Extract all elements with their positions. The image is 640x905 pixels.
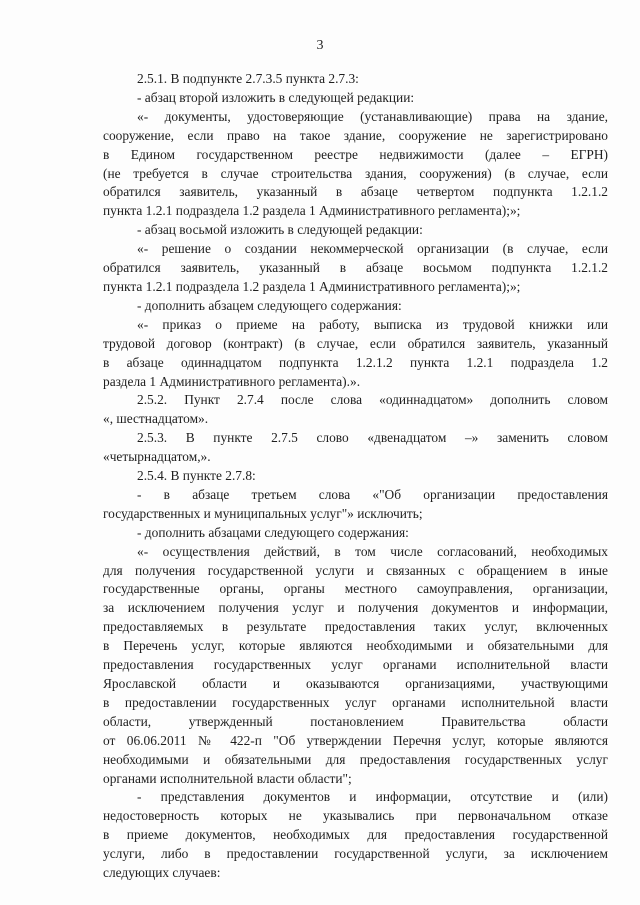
text-line: 2.5.4. В пункте 2.7.8: — [137, 468, 256, 484]
text-line: необходимыми и обязательными для предоставления государственных услуг — [103, 751, 608, 767]
text-line: 2.5.2. Пункт 2.7.4 после слова «одиннадцатом» дополнить словом — [137, 392, 608, 408]
text-line: обратился заявитель, указанный в абзаце восьмом подпункта 1.2.1.2 — [103, 260, 608, 276]
text-line: предоставления государственных услуг органами исполнительной власти — [103, 657, 608, 673]
text-line: для получения государственной услуги и связанных с обращением в иные — [103, 562, 608, 578]
text-line: «- приказ о приеме на работу, выписка из трудовой книжки или — [137, 316, 608, 332]
text-line: предоставляемых в результате предоставления таких услуг, включенных — [103, 619, 608, 635]
text-line: «- решение о создании некоммерческой организации (в случае, если — [137, 241, 608, 257]
text-line: раздела 1 Административного регламента).». — [103, 373, 361, 389]
text-line: 2.5.3. В пункте 2.7.5 слово «двенадцатом –» заменить словом — [137, 430, 608, 446]
text-line: обратился заявитель, указанный в абзаце четвертом подпункта 1.2.1.2 — [103, 184, 608, 200]
text-line: «- документы, удостоверяющие (устанавливающие) права на здание, — [137, 108, 608, 124]
text-line: сооружение, если право на такое здание, сооружение не зарегистрировано — [103, 127, 608, 143]
text-line: за исключением получения услуг и получения документов и информации, — [103, 600, 608, 616]
text-line: трудовой договор (контракт) (в случае, если обратился заявитель, указанный — [103, 335, 608, 351]
text-line: - абзац восьмой изложить в следующей редакции: — [137, 222, 423, 238]
text-line: услуги, либо в предоставлении государственной услуги, за исключением — [103, 846, 608, 862]
text-line: - дополнить абзацем следующего содержания: — [137, 297, 402, 313]
text-line: в абзаце одиннадцатом подпункта 1.2.1.2 пункта 1.2.1 подраздела 1.2 — [103, 354, 608, 370]
text-line: органами исполнительной власти области"; — [103, 770, 352, 786]
text-line: области, утвержденный постановлением Правительства области — [103, 713, 608, 729]
text-line: «- осуществления действий, в том числе согласований, необходимых — [137, 543, 608, 559]
text-line: в Перечень услуг, которые являются необходимыми и обязательными для — [103, 638, 608, 654]
text-line: «четырнадцатом,». — [103, 449, 211, 465]
text-line: государственных и муниципальных услуг"» исключить; — [103, 505, 423, 521]
text-line: государственные органы, органы местного самоуправления, организации, — [103, 581, 608, 597]
text-line: - абзац второй изложить в следующей редакции: — [137, 89, 415, 105]
text-line: пункта 1.2.1 подраздела 1.2 раздела 1 Административного регламента);»; — [103, 278, 521, 294]
text-line: 2.5.1. В подпункте 2.7.3.5 пункта 2.7.3: — [137, 71, 359, 86]
text-line: (не требуется в случае строительства здания, сооружения) (в случае, если — [103, 165, 608, 181]
text-line: в Едином государственном реестре недвижимости (далее – ЕГРН) — [103, 146, 608, 162]
text-line: «, шестнадцатом». — [103, 411, 209, 427]
text-line: недостоверность которых не указывались при первоначальном отказе — [103, 808, 608, 824]
text-line: следующих случаев: — [103, 865, 221, 881]
document-body — [103, 70, 608, 883]
text-line: от 06.06.2011 № 422-п "Об утверждении Перечня услуг, которые являются — [103, 732, 608, 748]
text-line: - дополнить абзацами следующего содержания: — [137, 524, 409, 540]
text-line: в предоставлении государственных услуг органами исполнительной власти — [103, 694, 608, 710]
page-number: 3 — [316, 38, 324, 53]
text-line: - в абзаце третьем слова «"Об организации предоставления — [137, 486, 608, 502]
text-line: в приеме документов, необходимых для предоставления государственной — [103, 827, 608, 843]
text-line: пункта 1.2.1 подраздела 1.2 раздела 1 Административного регламента);»; — [103, 203, 521, 219]
text-line: - представления документов и информации, отсутствие и (или) — [137, 789, 608, 805]
text-line: Ярославской области и оказываются организациями, участвующими — [103, 676, 608, 691]
